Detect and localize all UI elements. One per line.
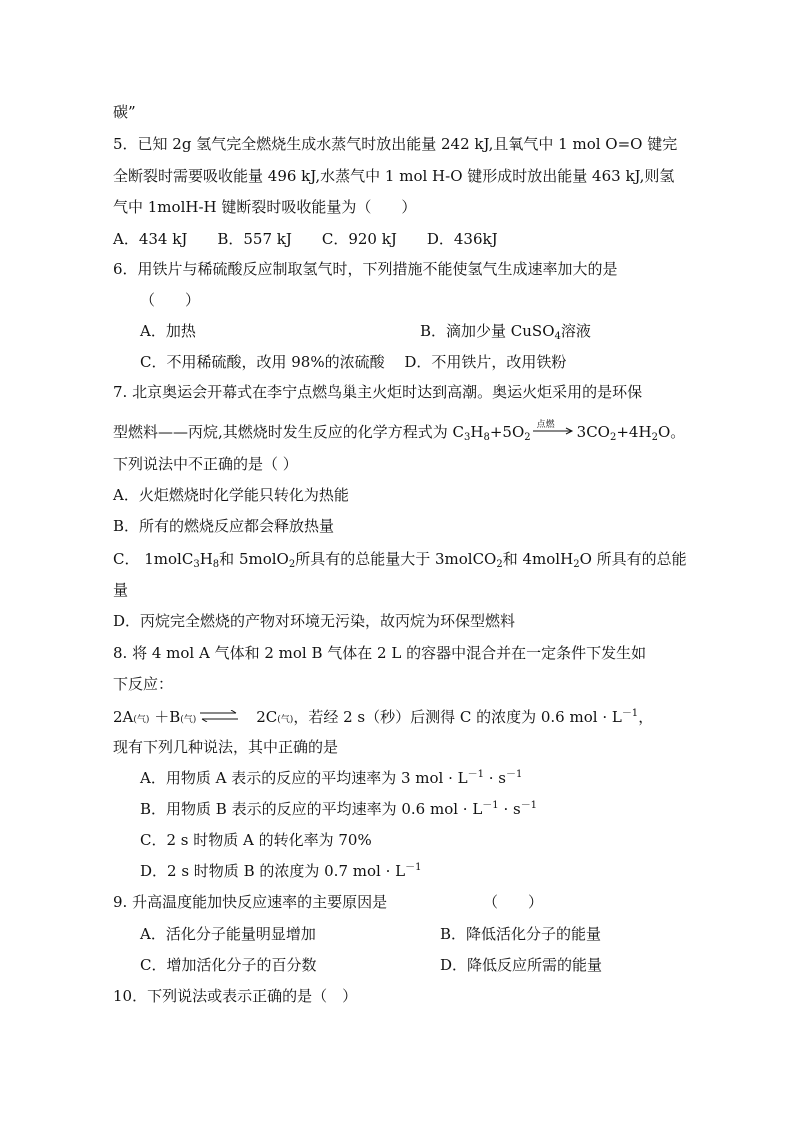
q9-option-d: D．降低反应所需的能量	[440, 956, 603, 974]
q8-equation-line: 2A(气) ＋B(气) 2C(气)，若经 2 s（秒）后测得 C 的浓度为 0.6 mol · $L^{-1}$，	[113, 708, 654, 726]
q7-option-c: C． $1molC_3H_8$和 5molO$_2$所具有的总能量大于 3molCO$_2$和 4molH$_2$O 所具有的总能	[113, 550, 687, 570]
q7-equation-line: 型燃料——丙烷,其燃烧时发生反应的化学方程式为 $C_3H_8+5O_2$ 点燃 $3CO_2+4H_2O$。	[113, 420, 686, 443]
equilibrium-arrow-icon	[200, 708, 238, 724]
q9-option-b: B．降低活化分子的能量	[440, 925, 602, 943]
q9-answer-parens: （ ）	[483, 893, 544, 911]
text-line: 碳”	[113, 103, 136, 121]
q8-option-d: D．2 s 时物质 B 的浓度为 0.7 mol · $L^{-1}$	[140, 862, 422, 880]
q5-options: A．434 kJ B．557 kJ C．920 kJ D．436kJ	[113, 230, 498, 248]
q7-line-1: 7. 北京奥运会开幕式在李宁点燃鸟巢主火炬时达到高潮。奥运火炬采用的是环保	[113, 383, 643, 401]
q6-answer-parens: （ ）	[140, 291, 201, 309]
q5-line-1: 5．已知 2g 氢气完全燃烧生成水蒸气时放出能量 242 kJ,且氧气中 1 mol O=O 键完	[113, 135, 678, 153]
q8-option-a: A．用物质 A 表示的反应的平均速率为 3 mol · $L^{-1} \cdot s^{-1}$	[140, 769, 523, 787]
q8-line-4: 现有下列几种说法，其中正确的是	[113, 738, 339, 756]
reaction-arrow-icon: 点燃	[533, 421, 575, 439]
q6-option-b: B．滴加少量 CuSO$_4$溶液	[420, 322, 591, 342]
q7-option-c-cont: 量	[113, 581, 129, 599]
q6-options-cd: C．不用稀硫酸，改用 98%的浓硫酸 D．不用铁片，改用铁粉	[140, 353, 567, 371]
q7-option-d: D．丙烷完全燃烧的产物对环境无污染，故丙烷为环保型燃料	[113, 612, 516, 630]
q8-line-2: 下反应：	[113, 675, 174, 693]
q8-option-b: B．用物质 B 表示的反应的平均速率为 0.6 mol · $L^{-1} \cdot s^{-1}$	[140, 800, 538, 818]
q9-option-a: A．活化分子能量明显增加	[140, 925, 316, 943]
q6-option-a: A．加热	[140, 322, 196, 340]
q8-line-1: 8. 将 4 mol A 气体和 2 mol B 气体在 2 L 的容器中混合并在一定条件下发生如	[113, 644, 647, 662]
q10-line-1: 10．下列说法或表示正确的是（ ）	[113, 987, 358, 1005]
q9-option-c: C．增加活化分子的百分数	[140, 956, 317, 974]
q7-option-a: A．火炬燃烧时化学能只转化为热能	[113, 486, 349, 504]
q5-line-2: 全断裂时需要吸收能量 496 kJ,水蒸气中 1 mol H-O 键形成时放出能量 463 kJ,则氢	[113, 167, 675, 185]
q7-line-3: 下列说法中不正确的是（ ）	[113, 455, 298, 473]
q5-line-3: 气中 1molH-H 键断裂时吸收能量为（ ）	[113, 198, 417, 216]
q6-line-1: 6．用铁片与稀硫酸反应制取氢气时，下列措施不能使氢气生成速率加大的是	[113, 260, 618, 278]
q7-option-b: B．所有的燃烧反应都会释放热量	[113, 517, 335, 535]
q8-option-c: C．2 s 时物质 A 的转化率为 70%	[140, 831, 372, 849]
q9-line-1: 9. 升高温度能加快反应速率的主要原因是	[113, 893, 388, 911]
